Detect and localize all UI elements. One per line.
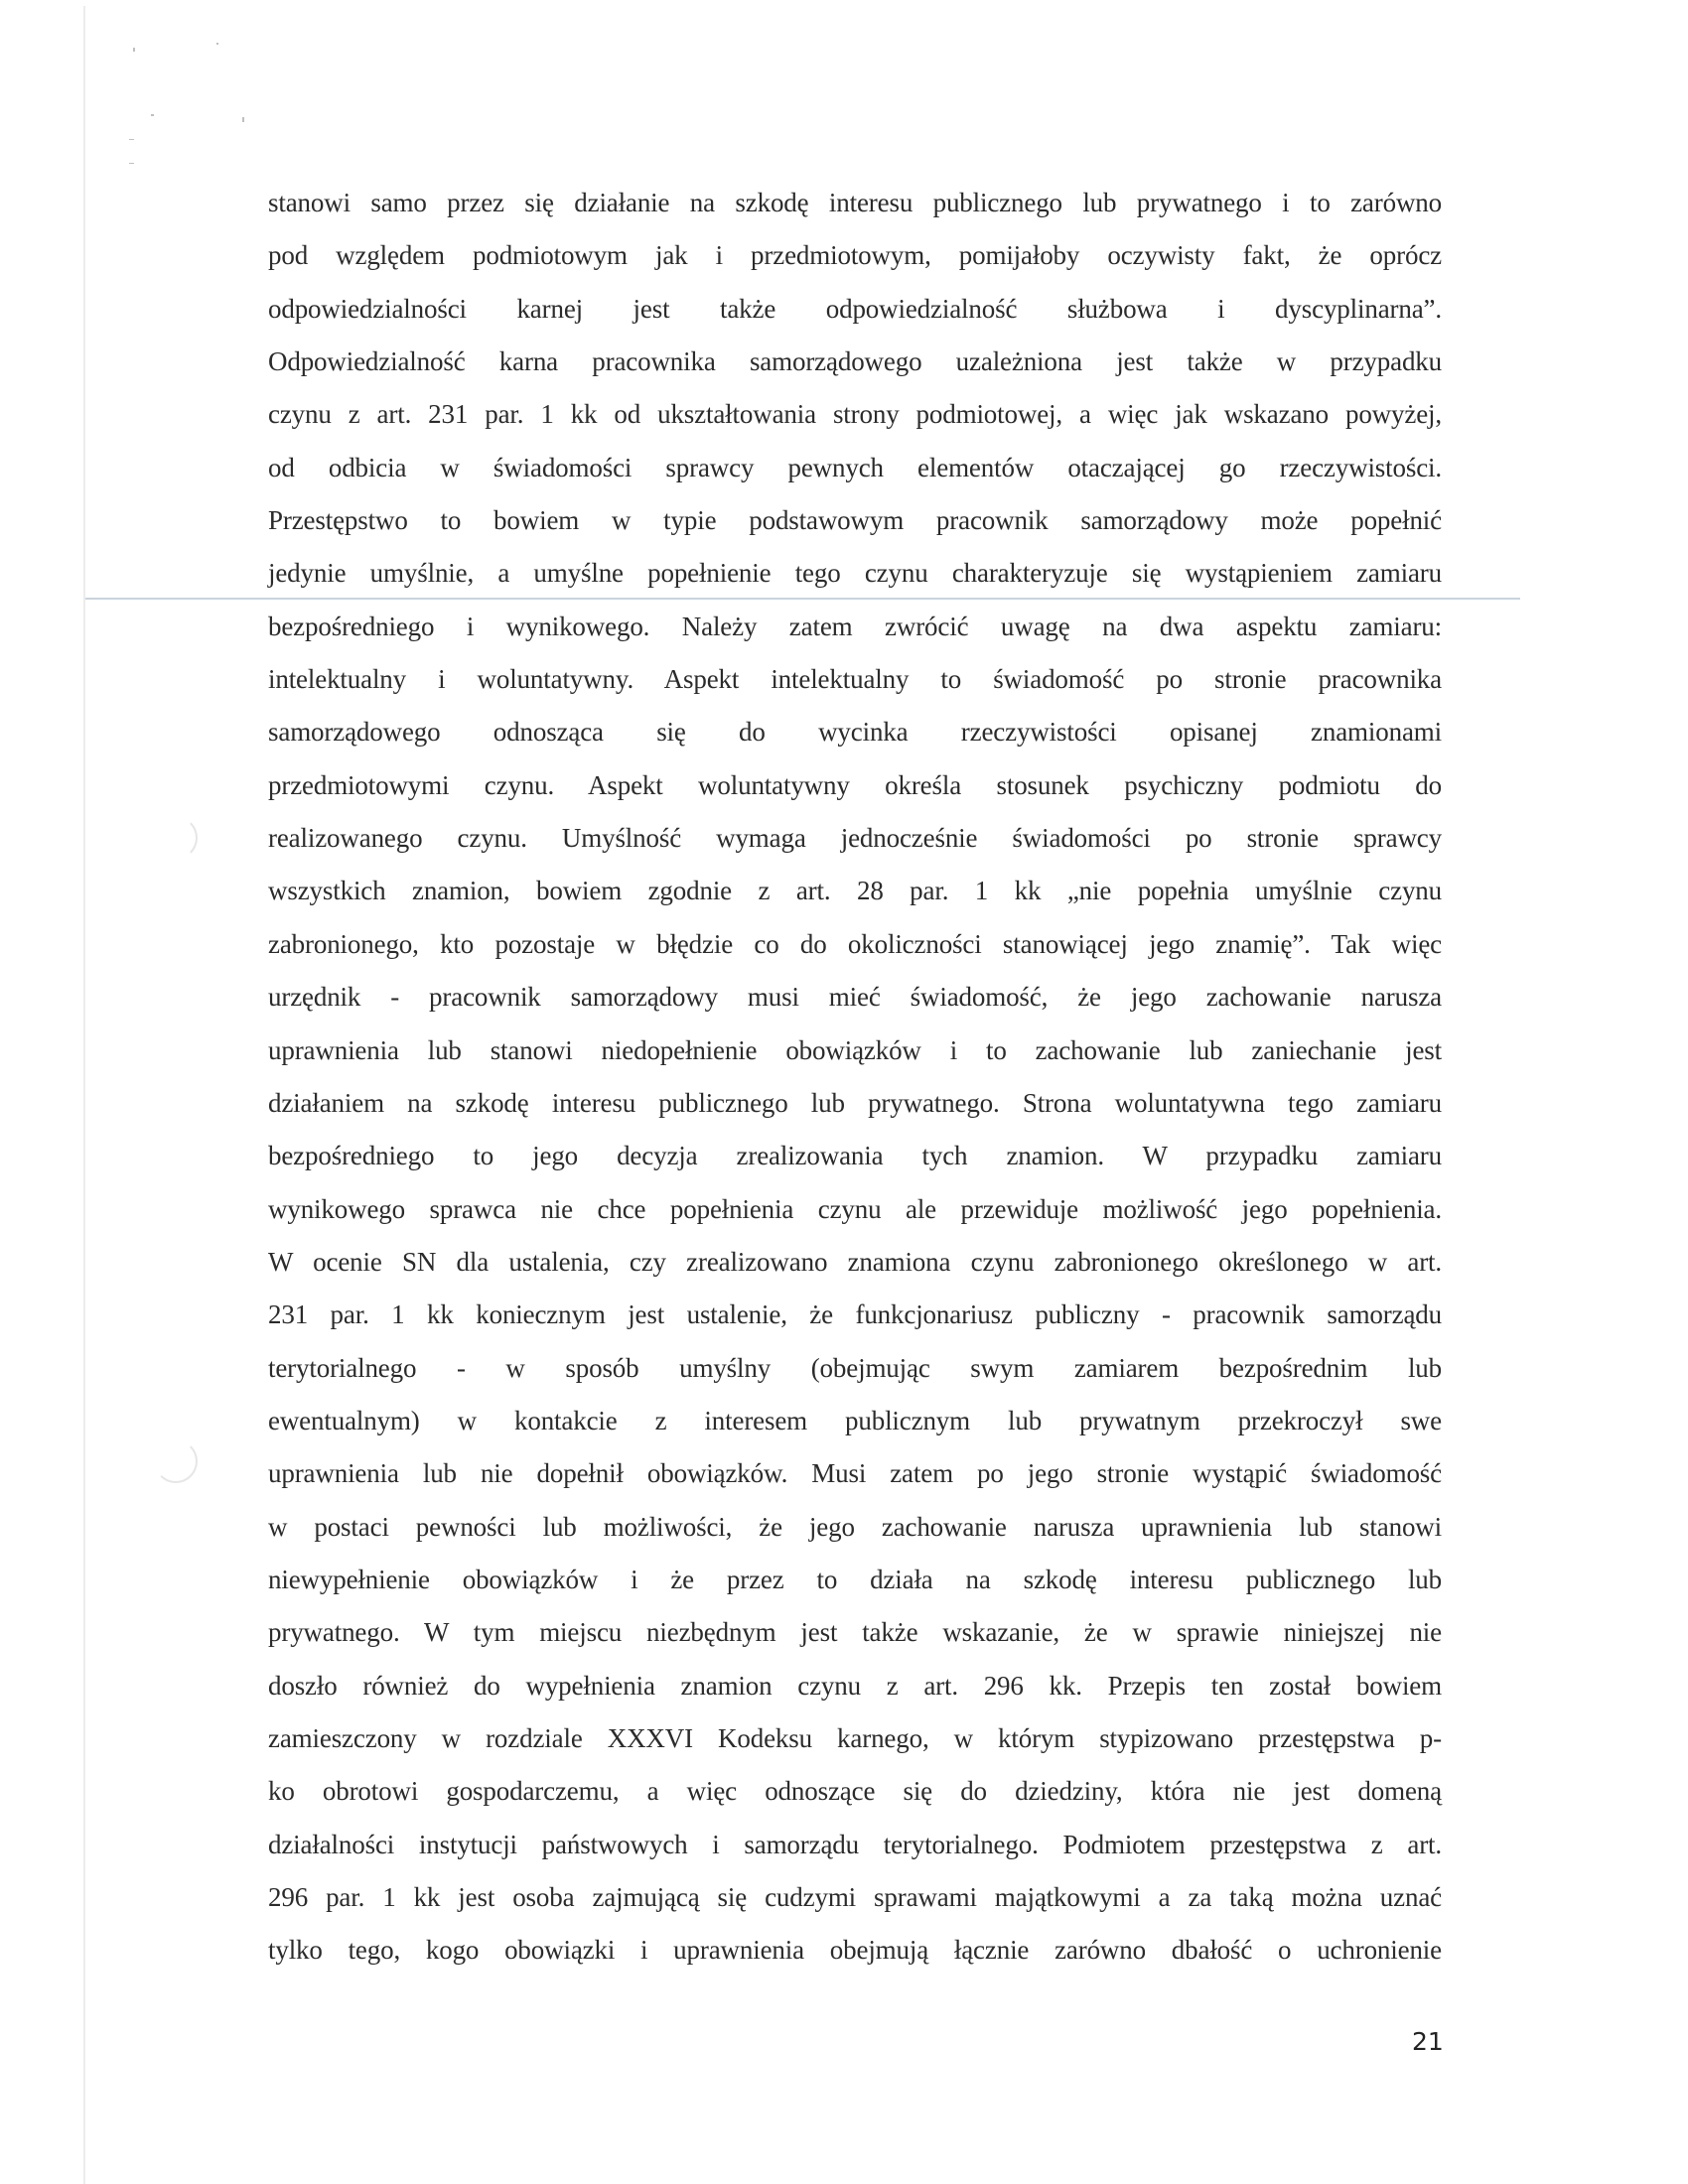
text-line: działaniem na szkodę interesu publicznego lub prywatnego. Strona woluntatywna tego zamiaru	[268, 1087, 1442, 1118]
text-line: urzędnik - pracownik samorządowy musi mieć świadomość, że jego zachowanie narusza	[268, 982, 1442, 1013]
text-line: niewypełnienie obowiązków i że przez to działa na szkodę interesu publicznego lub	[268, 1564, 1442, 1594]
text-line: wynikowego sprawca nie chce popełnienia czynu ale przewiduje możliwość jego popełnienia.	[268, 1193, 1442, 1224]
text-line: prywatnego. W tym miejscu niezbędnym jest także wskazanie, że w sprawie niniejszej nie	[268, 1617, 1442, 1648]
text-line: odpowiedzialności karnej jest także odpowiedzialność służbowa i dyscyplinarna”.	[268, 293, 1442, 324]
scan-speck	[129, 163, 134, 164]
text-line: Przestępstwo to bowiem w typie podstawowym pracownik samorządowy może popełnić	[268, 505, 1442, 536]
text-line: zamieszczony w rozdziale XXXVI Kodeksu karnego, w którym stypizowano przestępstwa p-	[268, 1722, 1442, 1753]
text-line: intelektualny i woluntatywny. Aspekt intelektualny to świadomość po stronie pracownika	[268, 664, 1442, 695]
text-line: tylko tego, kogo obowiązki i uprawnienia obejmują łącznie zarówno dbałość o uchronienie	[268, 1935, 1442, 1966]
text-line: w postaci pewności lub możliwości, że jego zachowanie narusza uprawnienia lub stanowi	[268, 1511, 1442, 1542]
text-line: bezpośredniego i wynikowego. Należy zatem zwrócić uwagę na dwa aspektu zamiaru:	[268, 611, 1442, 641]
hole-punch-mark	[154, 816, 198, 860]
text-line: Odpowiedzialność karna pracownika samorządowego uzależniona jest także w przypadku	[268, 346, 1442, 377]
text-line: wszystkich znamion, bowiem zgodnie z art. 28 par. 1 kk „nie popełnia umyślnie czynu	[268, 876, 1442, 906]
text-line: samorządowego odnosząca się do wycinka rzeczywistości opisanej znamionami	[268, 717, 1442, 748]
hole-punch-mark	[154, 1439, 198, 1483]
text-line: jedynie umyślnie, a umyślne popełnienie tego czynu charakteryzuje się wystąpieniem zamiaru	[268, 558, 1442, 589]
scan-speck	[151, 114, 154, 116]
scan-speck	[129, 139, 134, 140]
scan-page-edge	[83, 6, 85, 2184]
text-line: 231 par. 1 kk koniecznym jest ustalenie, że funkcjonariusz publiczny - pracownik samorządu	[268, 1299, 1442, 1330]
page-number: 21	[1412, 2027, 1444, 2056]
text-line: ko obrotowi gospodarczemu, a więc odnoszące się do dziedziny, która nie jest domeną	[268, 1776, 1442, 1807]
text-line: działalności instytucji państwowych i samorządu terytorialnego. Podmiotem przestępstwa z art.	[268, 1829, 1442, 1859]
document-body	[268, 177, 1442, 1978]
text-line: doszło również do wypełnienia znamion czynu z art. 296 kk. Przepis ten został bowiem	[268, 1670, 1442, 1701]
scan-speck	[216, 43, 218, 45]
text-line: stanowi samo przez się działanie na szkodę interesu publicznego lub prywatnego i to zarówno	[268, 188, 1442, 217]
text-line: czynu z art. 231 par. 1 kk od ukształtowania strony podmiotowej, a więc jak wskazano powyżej,	[268, 399, 1442, 430]
text-line: uprawnienia lub stanowi niedopełnienie obowiązków i to zachowanie lub zaniechanie jest	[268, 1034, 1442, 1065]
text-line: terytorialnego - w sposób umyślny (obejmując swym zamiarem bezpośrednim lub	[268, 1352, 1442, 1383]
text-line: uprawnienia lub nie dopełnił obowiązków. Musi zatem po jego stronie wystąpić świadomość	[268, 1458, 1442, 1489]
text-line: W ocenie SN dla ustalenia, czy zrealizowano znamiona czynu zabronionego określonego w art.	[268, 1246, 1442, 1277]
text-line: 296 par. 1 kk jest osoba zajmującą się cudzymi sprawami majątkowymi a za taką można uznać	[268, 1882, 1442, 1912]
text-line: ewentualnym) w kontakcie z interesem publicznym lub prywatnym przekroczył swe	[268, 1405, 1442, 1435]
text-line: zabronionego, kto pozostaje w błędzie co do okoliczności stanowiącej jego znamię”. Tak więc	[268, 928, 1442, 959]
text-line: bezpośredniego to jego decyzja zrealizowania tych znamion. W przypadku zamiaru	[268, 1141, 1442, 1171]
text-line: realizowanego czynu. Umyślność wymaga jednocześnie świadomości po stronie sprawcy	[268, 823, 1442, 854]
text-line: pod względem podmiotowym jak i przedmiotowym, pomijałoby oczywisty fakt, że oprócz	[268, 240, 1442, 271]
scan-speck	[242, 117, 244, 122]
text-line: przedmiotowymi czynu. Aspekt woluntatywny określa stosunek psychiczny podmiotu do	[268, 769, 1442, 800]
text-line: od odbicia w świadomości sprawcy pewnych elementów otaczającej go rzeczywistości.	[268, 452, 1442, 482]
scan-speck	[133, 48, 135, 52]
